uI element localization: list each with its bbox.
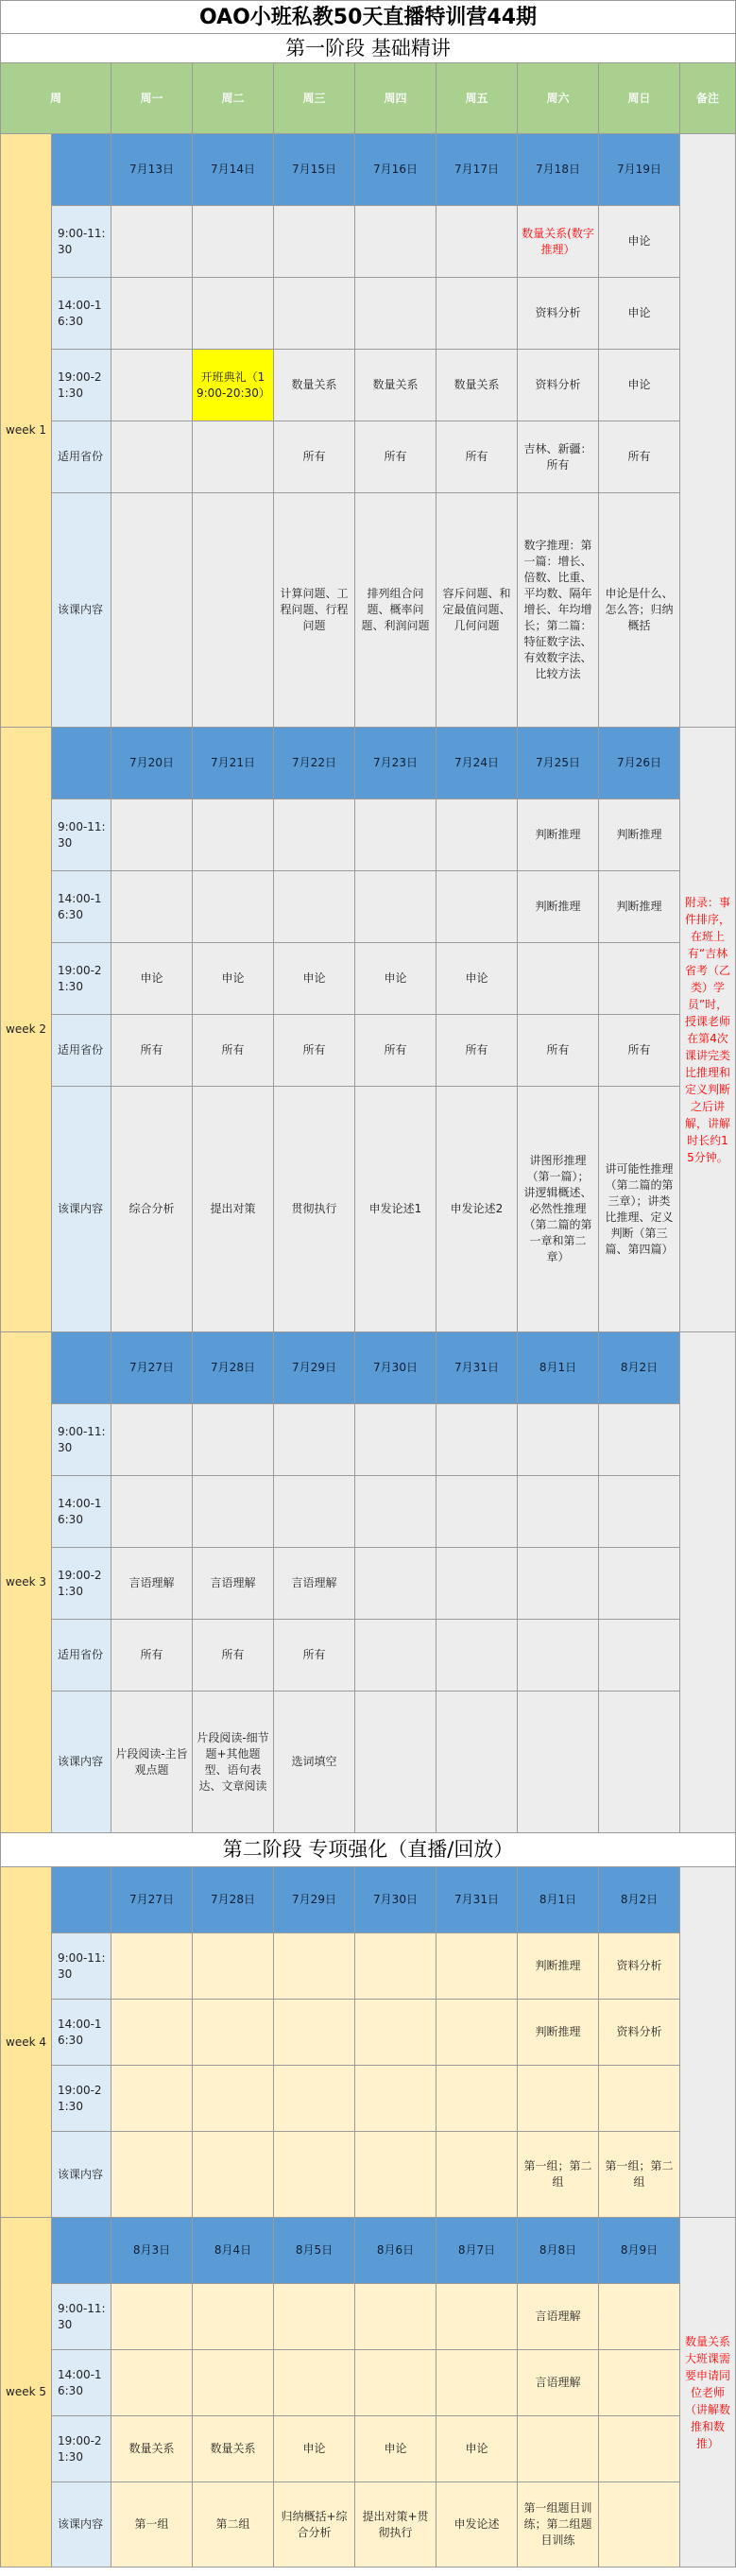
schedule-cell-content: 第二组 xyxy=(193,2482,274,2567)
date-cell: 8月7日 xyxy=(436,2218,518,2284)
stage1-title: 第一阶段 基础精讲 xyxy=(0,34,736,63)
schedule-cell-afternoon: 判断推理 xyxy=(518,871,599,943)
schedule-cell-evening: 资料分析 xyxy=(518,350,599,421)
schedule-cell-content: 第一组 xyxy=(111,2482,193,2567)
schedule-cell-morning xyxy=(274,1933,355,2000)
schedule-cell-afternoon xyxy=(274,2000,355,2066)
date-cell: 8月6日 xyxy=(355,2218,436,2284)
schedule-cell-afternoon xyxy=(274,871,355,943)
schedule-cell-provinces: 所有 xyxy=(355,421,436,493)
date-cell: 7月15日 xyxy=(274,134,355,206)
slot-label-afternoon: 14:00-16:30 xyxy=(52,2350,111,2416)
schedule-cell-afternoon xyxy=(436,1476,518,1548)
schedule-cell-morning xyxy=(355,2284,436,2350)
schedule-cell-evening xyxy=(599,2066,680,2132)
schedule-cell-provinces: 所有 xyxy=(111,1015,193,1087)
schedule-cell-morning xyxy=(111,1404,193,1476)
date-cell: 7月26日 xyxy=(599,728,680,799)
slot-label-morning: 9:00-11:30 xyxy=(52,1404,111,1476)
schedule-cell-morning xyxy=(355,799,436,871)
schedule-cell-afternoon xyxy=(111,2000,193,2066)
schedule-cell-afternoon xyxy=(436,2350,518,2416)
schedule-cell-provinces: 所有 xyxy=(436,421,518,493)
schedule-cell-provinces: 所有 xyxy=(599,1015,680,1087)
schedule-cell-evening: 数量关系 xyxy=(436,350,518,421)
schedule-cell-morning: 判断推理 xyxy=(518,1933,599,2000)
date-cell: 7月20日 xyxy=(111,728,193,799)
schedule-cell-afternoon: 言语理解 xyxy=(518,2350,599,2416)
schedule-cell-provinces xyxy=(599,1620,680,1692)
schedule-cell-afternoon xyxy=(111,2350,193,2416)
schedule-cell-evening xyxy=(436,2066,518,2132)
schedule-cell-evening: 申论 xyxy=(436,2416,518,2482)
schedule-cell-provinces xyxy=(518,1620,599,1692)
date-cell: 7月25日 xyxy=(518,728,599,799)
slot-label-content: 该课内容 xyxy=(52,1087,111,1332)
schedule-cell-provinces: 所有 xyxy=(193,1015,274,1087)
schedule-cell-evening: 申论 xyxy=(355,943,436,1015)
schedule-cell-afternoon xyxy=(436,871,518,943)
schedule-cell-afternoon: 判断推理 xyxy=(518,2000,599,2066)
schedule-cell-evening xyxy=(518,943,599,1015)
schedule-cell-morning xyxy=(274,1404,355,1476)
schedule-cell-provinces xyxy=(436,1620,518,1692)
slot-label-afternoon: 14:00-16:30 xyxy=(52,1476,111,1548)
schedule-cell-provinces: 所有 xyxy=(274,1015,355,1087)
schedule-cell-afternoon xyxy=(274,2350,355,2416)
schedule-cell-morning xyxy=(193,799,274,871)
schedule-cell-evening: 申论 xyxy=(274,2416,355,2482)
schedule-cell-afternoon xyxy=(599,1476,680,1548)
date-cell: 8月2日 xyxy=(599,1867,680,1933)
date-cell: 8月3日 xyxy=(111,2218,193,2284)
schedule-cell-morning xyxy=(436,799,518,871)
schedule-cell-content xyxy=(193,493,274,728)
schedule-cell-evening: 申论 xyxy=(599,350,680,421)
schedule-cell-afternoon xyxy=(193,1476,274,1548)
schedule-cell-content: 讲图形推理（第一篇）；讲逻辑概述、必然性推理（第二篇的第一章和第二章） xyxy=(518,1087,599,1332)
schedule-cell-morning: 判断推理 xyxy=(518,799,599,871)
schedule-cell-content: 容斥问题、和定最值问题、几何问题 xyxy=(436,493,518,728)
date-cell: 7月19日 xyxy=(599,134,680,206)
schedule-cell-content: 计算问题、工程问题、行程问题 xyxy=(274,493,355,728)
slot-label-morning: 9:00-11:30 xyxy=(52,206,111,278)
date-cell: 8月1日 xyxy=(518,1867,599,1933)
schedule-cell-provinces: 所有 xyxy=(436,1015,518,1087)
slot-label-evening: 19:00-21:30 xyxy=(52,350,111,421)
schedule-cell-evening xyxy=(518,1548,599,1620)
date-cell: 8月9日 xyxy=(599,2218,680,2284)
schedule-cell-afternoon: 判断推理 xyxy=(599,871,680,943)
schedule-cell-morning xyxy=(111,2284,193,2350)
schedule-cell-evening: 数量关系 xyxy=(355,350,436,421)
schedule-cell-afternoon xyxy=(193,2350,274,2416)
schedule-cell-afternoon xyxy=(355,2350,436,2416)
slot-label-afternoon: 14:00-16:30 xyxy=(52,2000,111,2066)
schedule-cell-afternoon xyxy=(111,871,193,943)
schedule-cell-provinces: 所有 xyxy=(355,1015,436,1087)
slot-label-content: 该课内容 xyxy=(52,2132,111,2218)
date-row-corner xyxy=(52,728,111,799)
schedule-cell-afternoon xyxy=(436,2000,518,2066)
schedule-cell-evening xyxy=(518,2416,599,2482)
slot-label-content: 该课内容 xyxy=(52,493,111,728)
schedule-cell-morning xyxy=(436,1404,518,1476)
schedule-cell-content: 第一组；第二组 xyxy=(599,2132,680,2218)
schedule-cell-provinces xyxy=(193,421,274,493)
schedule-cell-content xyxy=(436,2132,518,2218)
date-cell: 7月28日 xyxy=(193,1332,274,1404)
schedule-cell-afternoon xyxy=(518,1476,599,1548)
date-cell: 8月4日 xyxy=(193,2218,274,2284)
schedule-cell-afternoon xyxy=(355,1476,436,1548)
schedule-cell-content: 选词填空 xyxy=(274,1692,355,1833)
week-label: week 4 xyxy=(0,1867,52,2218)
schedule-cell-content: 排列组合问题、概率问题、利润问题 xyxy=(355,493,436,728)
schedule-cell-evening xyxy=(436,1548,518,1620)
schedule-cell-evening: 言语理解 xyxy=(193,1548,274,1620)
schedule-cell-content xyxy=(111,493,193,728)
date-cell: 7月29日 xyxy=(274,1332,355,1404)
schedule-cell-morning xyxy=(274,2284,355,2350)
slot-label-afternoon: 14:00-16:30 xyxy=(52,278,111,350)
schedule-cell-morning: 申论 xyxy=(599,206,680,278)
header-day: 周四 xyxy=(355,63,436,134)
schedule-cell-evening xyxy=(193,2066,274,2132)
header-day: 周一 xyxy=(111,63,193,134)
schedule-cell-morning xyxy=(111,799,193,871)
date-cell: 7月30日 xyxy=(355,1332,436,1404)
date-cell: 8月5日 xyxy=(274,2218,355,2284)
page-title: OAO小班私教50天直播特训营44期 xyxy=(0,0,736,34)
schedule-cell-evening: 申论 xyxy=(274,943,355,1015)
schedule-cell-afternoon xyxy=(355,2000,436,2066)
slot-label-provinces: 适用省份 xyxy=(52,421,111,493)
schedule-cell-content xyxy=(274,2132,355,2218)
schedule-cell-evening: 开班典礼（19:00-20:30） xyxy=(193,350,274,421)
schedule-cell-evening: 申论 xyxy=(355,2416,436,2482)
schedule-cell-afternoon xyxy=(193,278,274,350)
schedule-cell-morning xyxy=(355,1933,436,2000)
week-label: week 3 xyxy=(0,1332,52,1833)
schedule-cell-evening xyxy=(599,1548,680,1620)
schedule-cell-content: 贯彻执行 xyxy=(274,1087,355,1332)
schedule-cell-morning xyxy=(111,1933,193,2000)
schedule-cell-provinces: 所有 xyxy=(274,1620,355,1692)
schedule-cell-content: 申发论述 xyxy=(436,2482,518,2567)
slot-label-evening: 19:00-21:30 xyxy=(52,1548,111,1620)
schedule-cell-provinces: 所有 xyxy=(193,1620,274,1692)
header-day: 周三 xyxy=(274,63,355,134)
schedule-cell-afternoon xyxy=(436,278,518,350)
slot-label-morning: 9:00-11:30 xyxy=(52,799,111,871)
schedule-cell-morning xyxy=(193,1933,274,2000)
date-cell: 7月27日 xyxy=(111,1332,193,1404)
schedule-cell-content: 申发论述1 xyxy=(355,1087,436,1332)
slot-label-provinces: 适用省份 xyxy=(52,1620,111,1692)
schedule-cell-evening xyxy=(355,2066,436,2132)
schedule-cell-evening xyxy=(599,943,680,1015)
stage2-title: 第二阶段 专项强化（直播/回放） xyxy=(0,1833,736,1867)
schedule-cell-provinces xyxy=(355,1620,436,1692)
schedule-cell-content: 提出对策+贯彻执行 xyxy=(355,2482,436,2567)
schedule-cell-content: 片段阅读-细节题+其他题型、语句表达、文章阅读 xyxy=(193,1692,274,1833)
schedule-cell-afternoon: 资料分析 xyxy=(599,2000,680,2066)
remarks-cell xyxy=(680,134,736,728)
schedule-cell-provinces: 所有 xyxy=(111,1620,193,1692)
schedule-cell-afternoon: 申论 xyxy=(599,278,680,350)
date-row-corner xyxy=(52,1867,111,1933)
date-row-corner xyxy=(52,2218,111,2284)
schedule-cell-content xyxy=(518,1692,599,1833)
date-cell: 7月23日 xyxy=(355,728,436,799)
schedule-cell-evening: 数量关系 xyxy=(274,350,355,421)
schedule-cell-morning xyxy=(436,2284,518,2350)
date-cell: 7月13日 xyxy=(111,134,193,206)
schedule-cell-afternoon xyxy=(193,2000,274,2066)
schedule-cell-content: 第一组；第二组 xyxy=(518,2132,599,2218)
remarks-cell xyxy=(680,1332,736,1833)
slot-label-afternoon: 14:00-16:30 xyxy=(52,871,111,943)
schedule-cell-content: 片段阅读-主旨观点题 xyxy=(111,1692,193,1833)
schedule-cell-content: 第一组题目训练；第二组题目训练 xyxy=(518,2482,599,2567)
header-day: 周五 xyxy=(436,63,518,134)
date-cell: 7月30日 xyxy=(355,1867,436,1933)
slot-label-evening: 19:00-21:30 xyxy=(52,2066,111,2132)
schedule-cell-content: 提出对策 xyxy=(193,1087,274,1332)
schedule-cell-afternoon xyxy=(599,2350,680,2416)
schedule-cell-evening xyxy=(111,2066,193,2132)
date-cell: 7月24日 xyxy=(436,728,518,799)
schedule-cell-evening: 数量关系 xyxy=(111,2416,193,2482)
schedule-cell-afternoon xyxy=(111,278,193,350)
slot-label-evening: 19:00-21:30 xyxy=(52,943,111,1015)
schedule-cell-morning xyxy=(111,206,193,278)
header-week: 周 xyxy=(0,63,111,134)
schedule-cell-afternoon: 资料分析 xyxy=(518,278,599,350)
date-cell: 7月22日 xyxy=(274,728,355,799)
date-cell: 7月31日 xyxy=(436,1867,518,1933)
schedule-cell-evening: 言语理解 xyxy=(274,1548,355,1620)
schedule-cell-content: 讲可能性推理（第二篇的第三章）；讲类比推理、定义判断（第三篇、第四篇） xyxy=(599,1087,680,1332)
remarks-cell: 数量关系大班课需要申请同位老师（讲解数推和数推） xyxy=(680,2218,736,2567)
date-row-corner xyxy=(52,134,111,206)
schedule-cell-evening: 言语理解 xyxy=(111,1548,193,1620)
schedule-cell-content xyxy=(111,2132,193,2218)
schedule-cell-provinces: 所有 xyxy=(518,1015,599,1087)
schedule-cell-content xyxy=(599,1692,680,1833)
schedule-cell-afternoon xyxy=(193,871,274,943)
week-label: week 1 xyxy=(0,134,52,728)
schedule-cell-content xyxy=(599,2482,680,2567)
schedule-cell-content: 数字推理：第一篇：增长、倍数、比重、平均数、隔年增长、年均增长；第二篇：特征数字法、有效数字法、比较方法 xyxy=(518,493,599,728)
schedule-cell-morning xyxy=(355,206,436,278)
slot-label-content: 该课内容 xyxy=(52,2482,111,2567)
schedule-cell-provinces xyxy=(111,421,193,493)
schedule-cell-morning xyxy=(518,1404,599,1476)
slot-label-evening: 19:00-21:30 xyxy=(52,2416,111,2482)
week-label: week 5 xyxy=(0,2218,52,2567)
schedule-cell-morning xyxy=(193,206,274,278)
schedule-cell-afternoon xyxy=(274,1476,355,1548)
schedule-cell-evening: 申论 xyxy=(111,943,193,1015)
header-remarks: 备注 xyxy=(680,63,736,134)
schedule-cell-morning: 数量关系(数字推理） xyxy=(518,206,599,278)
schedule-cell-evening xyxy=(518,2066,599,2132)
schedule-cell-evening xyxy=(111,350,193,421)
schedule-cell-morning xyxy=(599,2284,680,2350)
schedule-cell-evening xyxy=(274,2066,355,2132)
date-cell: 7月31日 xyxy=(436,1332,518,1404)
schedule-cell-content: 归纳概括+综合分析 xyxy=(274,2482,355,2567)
slot-label-provinces: 适用省份 xyxy=(52,1015,111,1087)
date-cell: 7月17日 xyxy=(436,134,518,206)
date-row-corner xyxy=(52,1332,111,1404)
date-cell: 7月29日 xyxy=(274,1867,355,1933)
schedule-cell-afternoon xyxy=(355,278,436,350)
schedule-cell-evening xyxy=(599,2416,680,2482)
schedule-cell-afternoon xyxy=(355,871,436,943)
date-cell: 8月1日 xyxy=(518,1332,599,1404)
schedule-cell-evening: 申论 xyxy=(436,943,518,1015)
date-cell: 7月27日 xyxy=(111,1867,193,1933)
date-cell: 7月14日 xyxy=(193,134,274,206)
date-cell: 7月28日 xyxy=(193,1867,274,1933)
schedule-cell-morning xyxy=(599,1404,680,1476)
schedule-cell-content xyxy=(193,2132,274,2218)
schedule-cell-provinces: 所有 xyxy=(599,421,680,493)
remarks-cell: 附录：事件排序，在班上有“吉林省考（乙类）学员”时，授课老师在第4次课讲完类比推理和定义判断之后讲解，讲解时长约15分钟。 xyxy=(680,728,736,1332)
date-cell: 7月16日 xyxy=(355,134,436,206)
date-cell: 8月8日 xyxy=(518,2218,599,2284)
schedule-cell-content: 综合分析 xyxy=(111,1087,193,1332)
schedule-cell-content xyxy=(436,1692,518,1833)
header-day: 周日 xyxy=(599,63,680,134)
schedule-cell-evening: 申论 xyxy=(193,943,274,1015)
header-day: 周六 xyxy=(518,63,599,134)
schedule-cell-evening xyxy=(355,1548,436,1620)
schedule-cell-morning xyxy=(193,2284,274,2350)
date-cell: 8月2日 xyxy=(599,1332,680,1404)
schedule-cell-content: 申发论述2 xyxy=(436,1087,518,1332)
slot-label-morning: 9:00-11:30 xyxy=(52,2284,111,2350)
slot-label-content: 该课内容 xyxy=(52,1692,111,1833)
header-day: 周二 xyxy=(193,63,274,134)
slot-label-morning: 9:00-11:30 xyxy=(52,1933,111,2000)
schedule-cell-evening: 数量关系 xyxy=(193,2416,274,2482)
schedule-cell-morning xyxy=(355,1404,436,1476)
schedule-cell-morning xyxy=(436,1933,518,2000)
schedule-cell-morning: 资料分析 xyxy=(599,1933,680,2000)
date-cell: 7月18日 xyxy=(518,134,599,206)
week-label: week 2 xyxy=(0,728,52,1332)
schedule-cell-provinces: 吉林、新疆：所有 xyxy=(518,421,599,493)
schedule-cell-content: 申论是什么、怎么答；归纳概括 xyxy=(599,493,680,728)
schedule-cell-morning xyxy=(274,799,355,871)
schedule-cell-content xyxy=(355,1692,436,1833)
schedule-cell-afternoon xyxy=(111,1476,193,1548)
schedule-cell-afternoon xyxy=(274,278,355,350)
schedule-cell-morning xyxy=(193,1404,274,1476)
schedule-cell-provinces: 所有 xyxy=(274,421,355,493)
schedule-cell-morning: 判断推理 xyxy=(599,799,680,871)
remarks-cell xyxy=(680,1867,736,2218)
date-cell: 7月21日 xyxy=(193,728,274,799)
schedule-cell-morning xyxy=(436,206,518,278)
schedule-cell-content xyxy=(355,2132,436,2218)
schedule-cell-morning xyxy=(274,206,355,278)
schedule-cell-morning: 言语理解 xyxy=(518,2284,599,2350)
